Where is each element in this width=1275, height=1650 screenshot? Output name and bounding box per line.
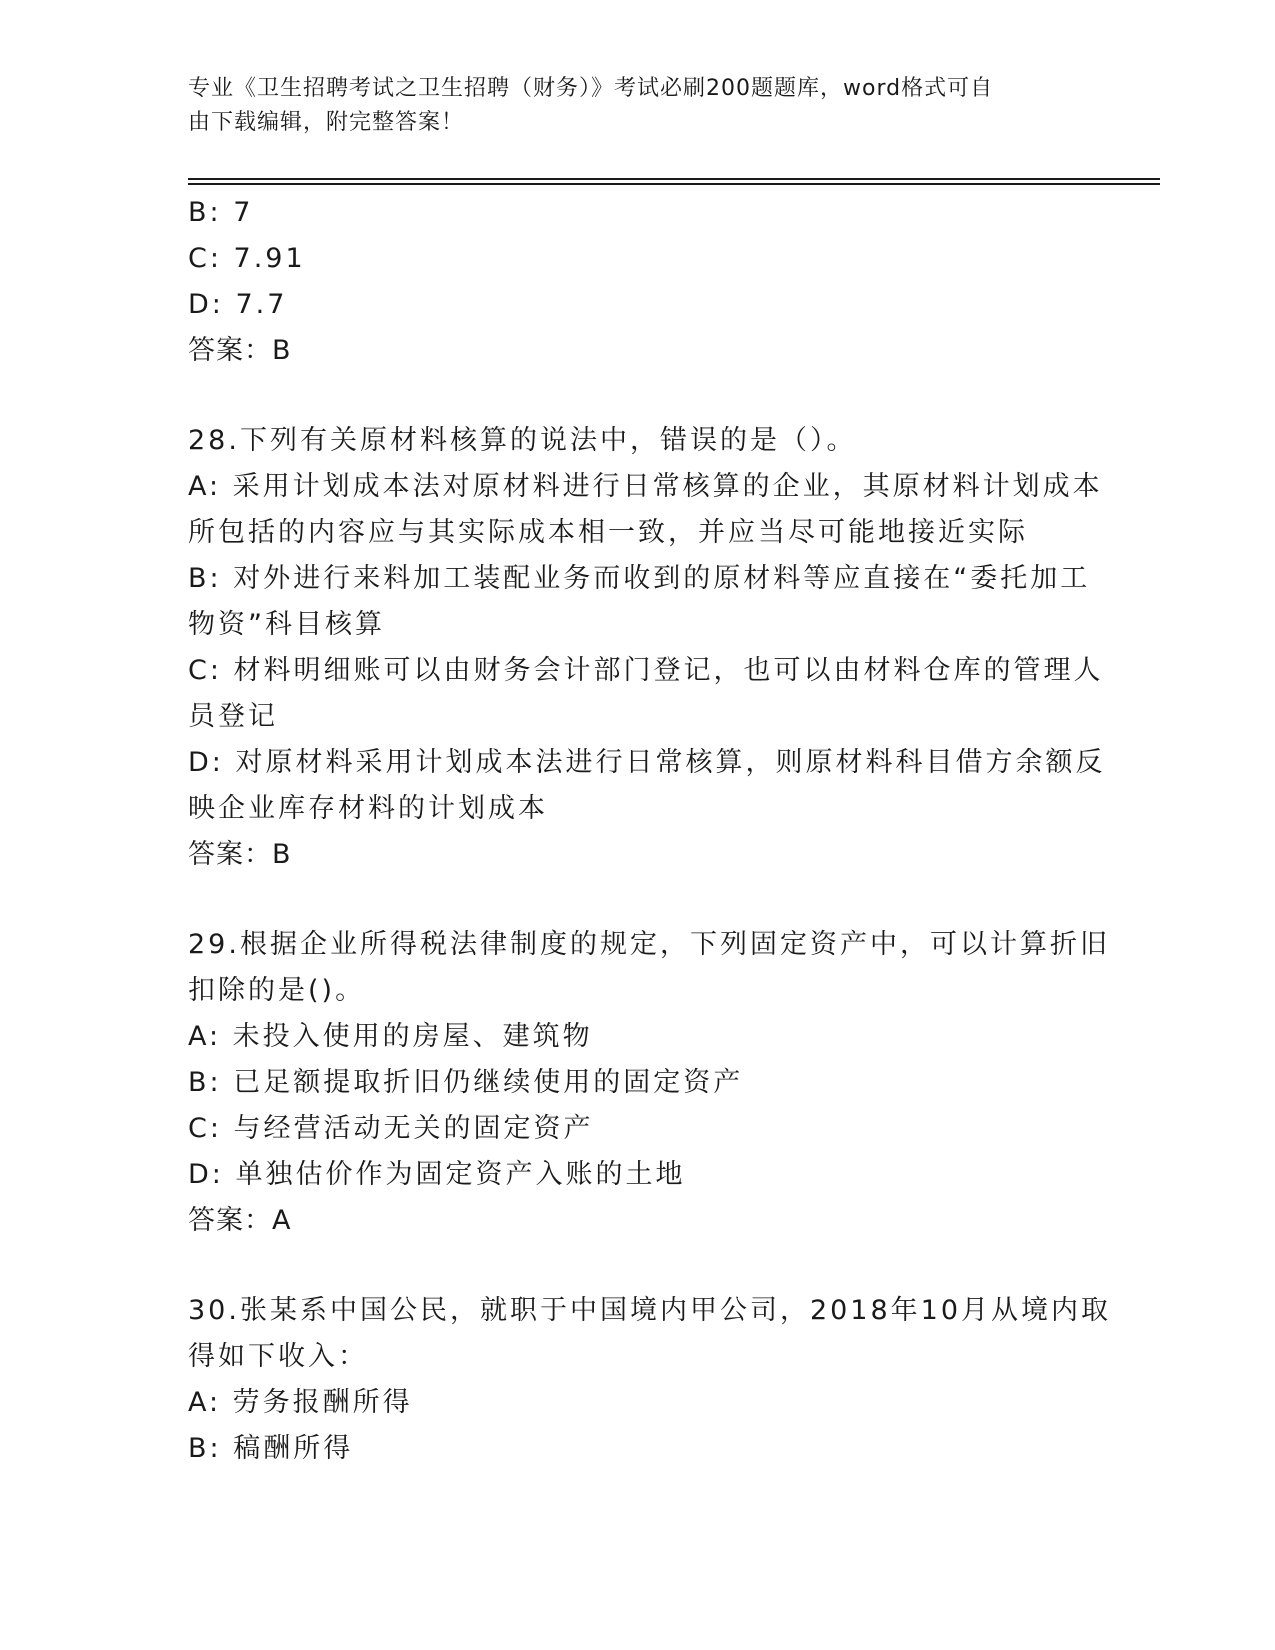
- document-header: [188, 72, 1088, 140]
- question-stem: 29.根据企业所得税法律制度的规定，下列固定资产中，可以计算折旧: [188, 929, 1110, 960]
- option-line: A: 采用计划成本法对原材料进行日常核算的企业，其原材料计划成本: [188, 471, 1103, 502]
- question-stem: 扣除的是()。: [188, 975, 366, 1006]
- option-line: C: 材料明细账可以由财务会计部门登记，也可以由材料仓库的管理人: [188, 655, 1104, 686]
- option-line: C: 7.91: [188, 243, 306, 274]
- question-stem: 30.张某系中国公民，就职于中国境内甲公司，2018年10月从境内取: [188, 1295, 1112, 1326]
- option-line: A: 劳务报酬所得: [188, 1387, 413, 1418]
- option-line: 映企业库存材料的计划成本: [188, 793, 548, 824]
- option-line: 员登记: [188, 701, 278, 732]
- option-line: 物资”科目核算: [188, 609, 385, 640]
- option-line: B: 已足额提取折旧仍继续使用的固定资产: [188, 1067, 744, 1098]
- answer-line: 答案：A: [188, 1205, 292, 1236]
- question-29: [188, 922, 1110, 1244]
- option-line: D: 单独估价作为固定资产入账的土地: [188, 1159, 686, 1190]
- prev-question: [188, 190, 1088, 374]
- option-line: C: 与经营活动无关的固定资产: [188, 1113, 594, 1144]
- option-line: D: 7.7: [188, 289, 288, 320]
- question-30: [188, 1288, 1112, 1472]
- option-line: 所包括的内容应与其实际成本相一致，并应当尽可能地接近实际: [188, 517, 1028, 548]
- option-line: A: 未投入使用的房屋、建筑物: [188, 1021, 593, 1052]
- answer-line: 答案：B: [188, 335, 292, 366]
- question-spacer: [188, 1244, 1088, 1288]
- header-divider-bottom: [188, 183, 1160, 185]
- answer-line: 答案：B: [188, 839, 292, 870]
- question-stem: 28.下列有关原材料核算的说法中，错误的是（）。: [188, 425, 857, 456]
- option-line: B: 对外进行来料加工装配业务而收到的原材料等应直接在“委托加工: [188, 563, 1091, 594]
- option-line: D: 对原材料采用计划成本法进行日常核算，则原材料科目借方余额反: [188, 747, 1106, 778]
- document-body: [188, 190, 1112, 1472]
- header-line-2: 由下载编辑，附完整答案！: [188, 110, 465, 135]
- option-line: B: 稿酬所得: [188, 1433, 354, 1464]
- header-divider-top: [188, 178, 1160, 180]
- question-spacer: [188, 374, 1088, 418]
- option-line: B: 7: [188, 197, 254, 228]
- question-28: [188, 418, 1106, 878]
- question-spacer: [188, 878, 1088, 922]
- question-stem: 得如下收入：: [188, 1341, 368, 1372]
- header-line-1: 专业《卫生招聘考试之卫生招聘（财务）》考试必刷200题题库，word格式可自: [188, 76, 994, 101]
